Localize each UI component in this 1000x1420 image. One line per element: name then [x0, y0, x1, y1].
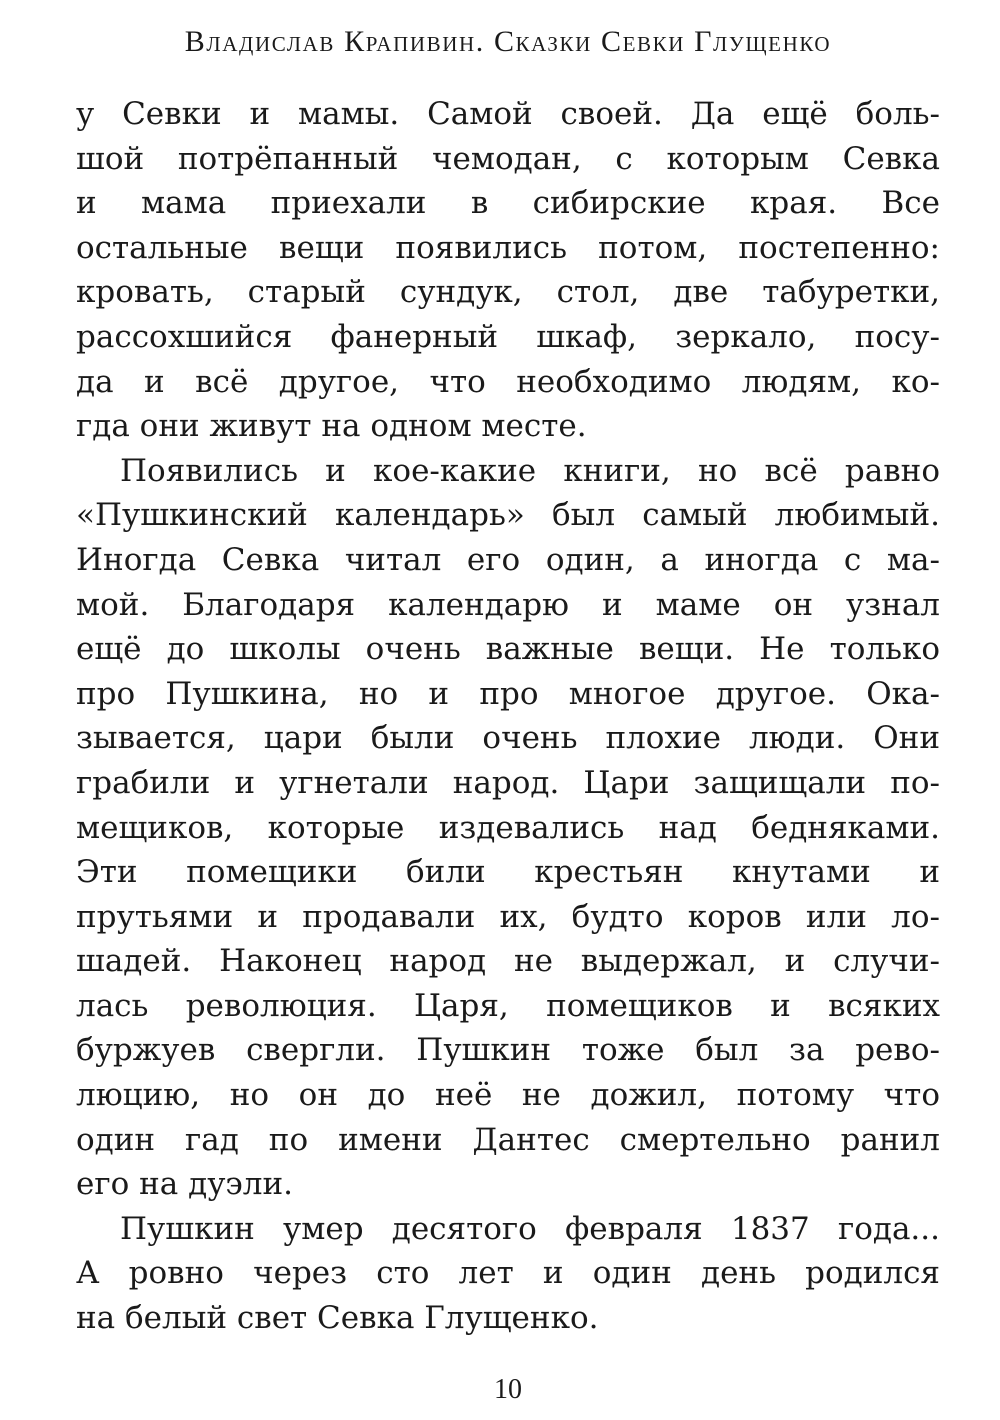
body-text — [76, 92, 940, 1341]
text-line: Эти помещики били крестьян кнутами и — [76, 854, 940, 891]
text-line: кровать, старый сундук, стол, две табуретки, — [76, 274, 940, 311]
text-line: мой. Благодаря календарю и маме он узнал — [76, 586, 940, 623]
text-line: прутьями и продавали их, будто коров или ло- — [76, 898, 940, 935]
text-line: А ровно через сто лет и один день родился — [76, 1255, 940, 1292]
text-line: остальные вещи появились потом, постепенно: — [76, 229, 940, 266]
text-line: «Пушкинский календарь» был самый любимый. — [76, 497, 940, 534]
text-line: шадей. Наконец народ не выдержал, и случи- — [76, 943, 940, 980]
text-line: буржуев свергли. Пушкин тоже был за рево- — [76, 1032, 940, 1069]
text-line: шой потрёпанный чемодан, с которым Севка — [76, 140, 940, 177]
text-line: Иногда Севка читал его один, а иногда с ма- — [76, 541, 940, 578]
text-line: Пушкин умер десятого февраля 1837 года... — [120, 1210, 940, 1247]
paragraph-3 — [76, 1207, 940, 1341]
text-line: ещё до школы очень важные вещи. Не только — [76, 631, 940, 668]
text-line: у Севки и мамы. Самой своей. Да ещё боль- — [76, 96, 940, 132]
text-line: гда они живут на одном месте. — [76, 408, 587, 445]
page-number: 10 — [494, 1374, 522, 1405]
text-line: один гад по имени Дантес смертельно ранил — [76, 1121, 940, 1158]
text-line: грабили и угнетали народ. Цари защищали по- — [76, 764, 940, 801]
running-head: Владислав Крапивин. Сказки Севки Глущенко — [184, 25, 832, 58]
paragraph-1 — [76, 92, 940, 449]
text-line: мещиков, которые издевались над бедняками. — [76, 809, 940, 846]
text-line: люцию, но он до неё не дожил, потому что — [76, 1077, 940, 1114]
text-line: про Пушкина, но и про многое другое. Ока- — [76, 675, 940, 712]
paragraph-2 — [76, 449, 940, 1207]
text-line: и мама приехали в сибирские края. Все — [76, 185, 940, 222]
text-line: лась революция. Царя, помещиков и всяких — [76, 987, 940, 1024]
book-page — [76, 22, 940, 1405]
text-line: его на дуэли. — [76, 1166, 293, 1203]
text-line: Появились и кое-какие книги, но всё равно — [120, 452, 940, 489]
text-line: да и всё другое, что необходимо людям, ко- — [76, 363, 940, 400]
text-line: зывается, цари были очень плохие люди. Они — [76, 720, 940, 757]
text-line: на белый свет Севка Глущенко. — [76, 1300, 599, 1337]
text-line: рассохшийся фанерный шкаф, зеркало, посу- — [76, 318, 940, 355]
